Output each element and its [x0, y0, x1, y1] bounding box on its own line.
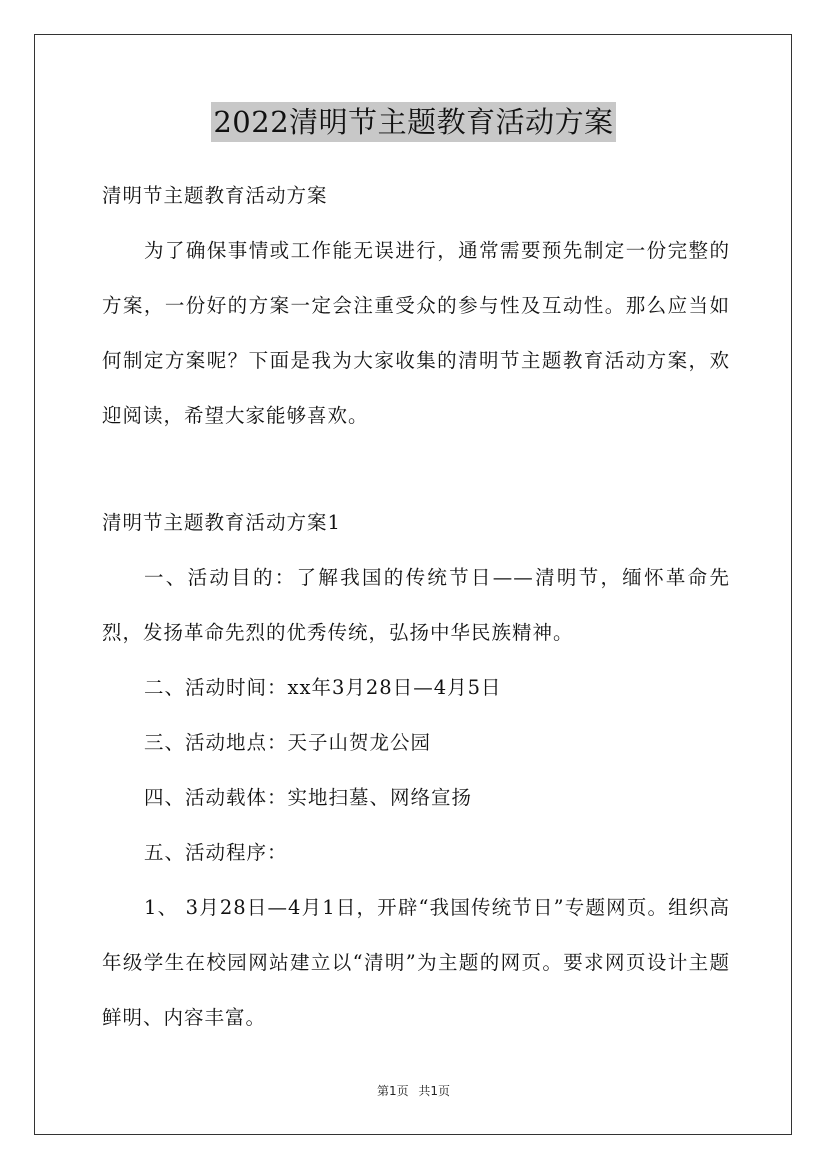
page-total: 共1页 [418, 1084, 451, 1098]
intro-paragraph: 为了确保事情或工作能无误进行，通常需要预先制定一份完整的方案，一份好的方案一定会注重受众的参与性及互动性。那么应当如何制定方案呢？下面是我为大家收集的清明节主题教育活动方案，欢迎阅读，希望大家能够喜欢。 [102, 239, 730, 427]
document-body [102, 168, 730, 1045]
document-subtitle: 清明节主题教育活动方案 [102, 184, 328, 207]
section-heading: 清明节主题教育活动方案1 [102, 511, 341, 534]
page-footer [0, 1082, 827, 1099]
document-title: 2022清明节主题教育活动方案 [211, 102, 615, 142]
title-container [0, 102, 827, 142]
item-time: 二、活动时间：xx年3月28日—4月5日 [144, 676, 502, 699]
item-location: 三、活动地点：天子山贺龙公园 [144, 731, 432, 754]
page-number: 第1页 [376, 1084, 409, 1098]
item-purpose: 一、活动目的：了解我国的传统节日——清明节，缅怀革命先烈，发扬革命先烈的优秀传统，弘扬中华民族精神。 [102, 566, 730, 644]
item-carrier: 四、活动载体：实地扫墓、网络宣扬 [144, 786, 473, 809]
item-procedure: 五、活动程序： [144, 841, 288, 864]
item-step-1: 1、 3月28日—4月1日，开辟“我国传统节日”专题网页。组织高年级学生在校园网站建立以“清明”为主题的网页。要求网页设计主题鲜明、内容丰富。 [102, 896, 730, 1029]
